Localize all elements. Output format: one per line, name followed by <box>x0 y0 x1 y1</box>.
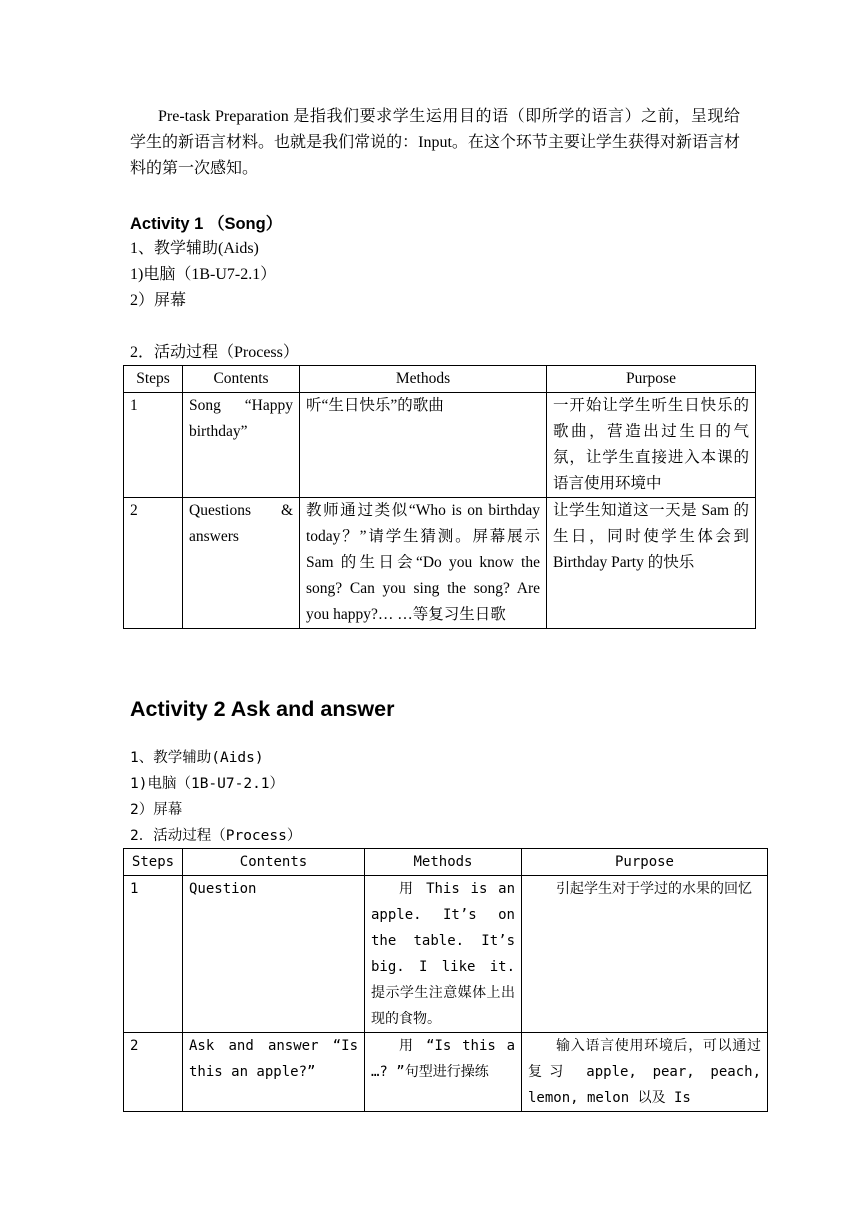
activity2-aid-screen: 2）屏幕 <box>130 802 183 818</box>
step-cell: 1 <box>124 393 183 498</box>
header-methods: Methods <box>365 849 522 876</box>
method-cell: 听“生日快乐”的歌曲 <box>300 393 547 498</box>
activity1-aid-screen: 2）屏幕 <box>130 292 187 309</box>
table-row <box>124 1033 768 1112</box>
method-text: 用 “Is this a …? ”句型进行操练 <box>371 1038 515 1080</box>
content-cell: Questions & answers <box>183 498 300 629</box>
header-contents: Contents <box>183 366 300 393</box>
activity1-aid-computer: 1)电脑（1B-U7-2.1） <box>130 266 277 283</box>
method-cell: 用 This is an apple. It’s on the table. It’s big. I like it. 提示学生注意媒体上出现的食物。 <box>365 876 522 1033</box>
table-row <box>124 876 768 1033</box>
activity1-heading: Activity 1 （Song） <box>130 215 283 233</box>
intro-paragraph: Pre-task Preparation 是指我们要求学生运用目的语（即所学的语言）之前，呈现给学生的新语言材料。也就是我们常说的：Input。在这个环节主要让学生获得对新语言材料的第一次感知。 <box>130 108 740 177</box>
activity1-aids-title: 1、教学辅助(Aids) <box>130 240 259 257</box>
activity1-process-table <box>123 365 756 629</box>
header-contents: Contents <box>183 849 365 876</box>
header-steps: Steps <box>124 366 183 393</box>
step-cell: 1 <box>124 876 183 1033</box>
content-text: Ask and answer “Is this an apple?” <box>189 1038 358 1080</box>
header-methods: Methods <box>300 366 547 393</box>
content-cell: Song “Happy birthday” <box>183 393 300 498</box>
content-cell: Question <box>183 876 365 1033</box>
activity1-process-title: 2．活动过程（Process） <box>130 344 299 361</box>
purpose-cell: 引起学生对于学过的水果的回忆 <box>522 876 768 1033</box>
table-header-row <box>124 366 756 393</box>
table-row <box>124 393 756 498</box>
header-purpose: Purpose <box>522 849 768 876</box>
purpose-text: 输入语言使用环境后，可以通过复习 apple, pear, peach, lemon, melon 以及 Is <box>528 1038 761 1106</box>
content-cell <box>183 1033 365 1112</box>
table-header-row <box>124 849 768 876</box>
purpose-cell: 让学生知道这一天是 Sam 的生日，同时使学生体会到 Birthday Party 的快乐 <box>547 498 756 629</box>
activity2-process-title: 2．活动过程（Process） <box>130 828 302 844</box>
purpose-cell: 一开始让学生听生日快乐的歌曲，营造出过生日的气氛，让学生直接进入本课的语言使用环境中 <box>547 393 756 498</box>
step-cell: 2 <box>124 498 183 629</box>
step-cell: 2 <box>124 1033 183 1112</box>
method-cell <box>365 1033 522 1112</box>
header-steps: Steps <box>124 849 183 876</box>
method-cell: 教师通过类似“Who is on birthday today？”请学生猜测。屏幕展示 Sam 的生日会“Do you know the song? Can you sing the song? Are you happy?… …等复习生日歌 <box>300 498 547 629</box>
activity2-process-table <box>123 848 768 1112</box>
purpose-cell <box>522 1033 768 1112</box>
activity2-aid-computer: 1)电脑（1B-U7-2.1） <box>130 776 285 792</box>
activity2-aids-title: 1、教学辅助(Aids) <box>130 750 264 766</box>
header-purpose: Purpose <box>547 366 756 393</box>
activity2-heading: Activity 2 Ask and answer <box>130 697 395 721</box>
table-row <box>124 498 756 629</box>
